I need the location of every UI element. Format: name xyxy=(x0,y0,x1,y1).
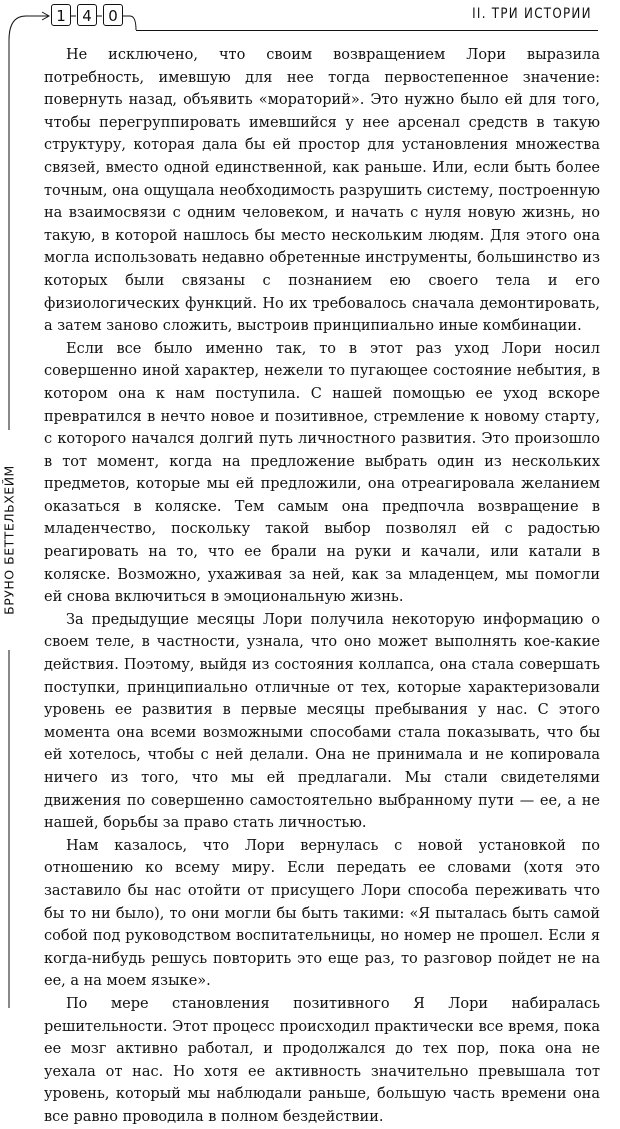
paragraph: Если все было именно так, то в этот раз уход Лори носил совершенно иной характер, нежели то пугающее состояние небытия, в котором она к нам поступила. С нашей помощью ее уход вскоре превратился в нечто новое и позитивное, стремление к новому старту, с которого начался долгий путь личностного развития. Это произошло в тот момент, когда на предложение выбрать один из нескольких предметов, которые мы ей предложили, она отреагировала желанием оказаться в коляске. Тем самым она предпочла возвращение в младенчество, поскольку такой выбор позволял ей с радостью реагировать на то, что ее брали на руки и качали, или катали в коляске. Возможно, ухаживая за ней, как за младенцем, мы помогли ей снова включиться в эмоциональную жизнь. xyxy=(44,340,600,606)
page-number-digit: 0 xyxy=(103,4,123,26)
header-rule xyxy=(136,30,598,31)
side-author-name: БРУНО БЕТТЕЛЬХЕЙМ xyxy=(1,465,17,615)
paragraph: По мере становления позитивного Я Лори набиралась решительности. Этот процесс происходил практически все время, пока ее мозг активно работал, и продолжался до тех пор, пока она не уехала от нас. Но хотя ее активность значительно превышала тот уровень, который мы наблюдали раньше, большую часть времени она все равно проводила в полном бездействии. xyxy=(44,995,600,1125)
paragraph: Нам казалось, что Лори вернулась с новой установкой по отношению ко всему миру. Если передать ее словами (хотя это заставило бы нас отойти от присущего Лори способа переживать что бы то ни было), то они могли бы быть такими: «Я пыталась быть самой собой под руководством воспитательницы, но номер не прошел. Если я когда-нибудь решусь повторить это еще раз, то разговор пойдет не на ее, а на моем языке». xyxy=(44,837,600,990)
body-text xyxy=(44,44,600,1129)
page-number-digit: 4 xyxy=(77,4,97,26)
page-header xyxy=(0,0,620,34)
paragraph: Не исключено, что своим возвращением Лори выразила потребность, имевшую для нее тогда первостепенное значение: повернуть назад, объявить «мораторий». Это нужно было ей для того, чтобы перегруппировать имевшийся у нее арсенал средств в такую структуру, которая дала бы ей простор для установления множества связей, вместо одной единственной, как раньше. Или, если быть более точным, она ощущала необходимость разрушить систему, построенную на взаимосвязи с одним человеком, и начать с нуля новую жизнь, но такую, в которой нашлось бы место нескольким людям. Для этого она могла использовать недавно обретенные инструменты, большинство из которых были связаны с познанием ею своего тела и его физиологических функций. Но их требовалось сначала демонтировать, а затем заново сложить, выстроив принципиально иные комбинации. xyxy=(44,47,600,335)
paragraph: За предыдущие месяцы Лори получила некоторую информацию о своем теле, в частности, узнала, что оно может выполнять кое-какие действия. Поэтому, выйдя из состояния коллапса, она стала совершать поступки, принципиально отличные от тех, которые характеризовали уровень ее развития в первые месяцы пребывания у нас. С этого момента она всеми возможными способами стала показывать, что бы ей хотелось, чтобы с ней делали. Она не принимала и не копировала ничего из того, что мы ей предлагали. Мы стали свидетелями движения по совершенно самостоятельно выбранному пути — ее, а не нашей, борьбы за право стать личностью. xyxy=(44,611,600,832)
page-number-digit: 1 xyxy=(51,4,71,26)
running-title: II. ТРИ ИСТОРИИ xyxy=(472,6,592,22)
